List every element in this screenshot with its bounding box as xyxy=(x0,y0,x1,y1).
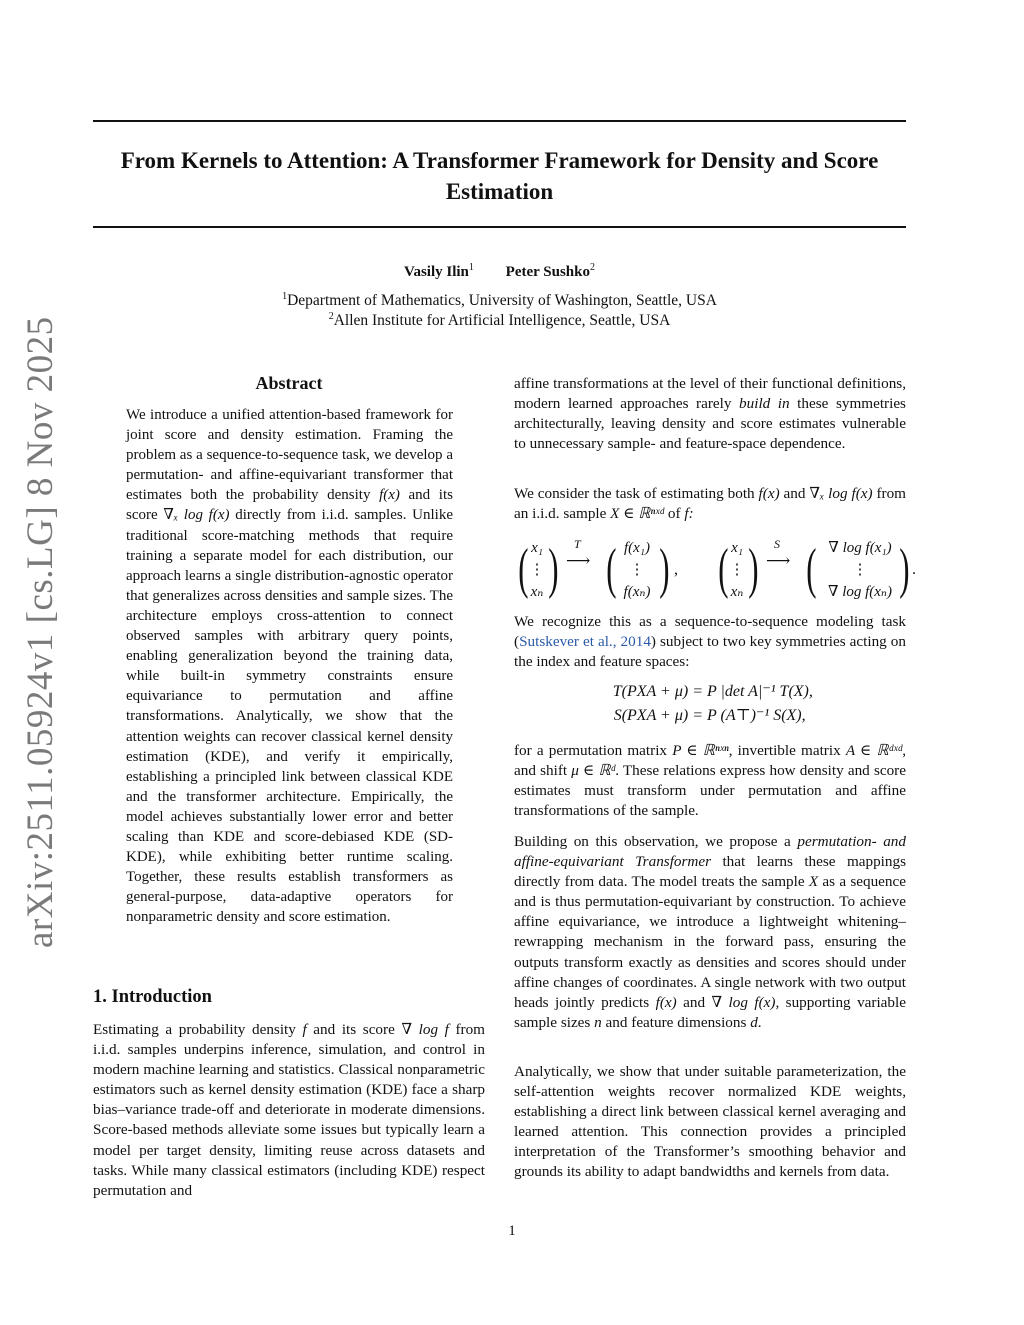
left-paren: ( xyxy=(606,538,617,600)
section-heading-introduction: 1. Introduction xyxy=(93,987,212,1007)
paragraph-text: . xyxy=(757,1013,762,1031)
equation-row-S xyxy=(514,704,906,728)
math-score: ∇ₓ log f(x) xyxy=(809,485,873,502)
math-xn: xₙ xyxy=(530,584,544,600)
math-f-x1: f(x₁) xyxy=(623,540,651,556)
author-list xyxy=(93,262,906,281)
author-name: Vasily Ilin xyxy=(404,264,469,280)
paragraph-text: . These relations express how density and score estimates must transform under permutation and affine transformations of the sample. xyxy=(514,762,906,820)
right-paragraph-1 xyxy=(514,374,906,454)
affil-number: 1 xyxy=(282,291,288,302)
paragraph-text: , invertible matrix xyxy=(728,742,846,759)
input-vector-2 xyxy=(726,539,748,601)
equation-rhs: P |det A|⁻¹ T(X), xyxy=(707,683,813,700)
author-1 xyxy=(404,264,474,280)
citation-link[interactable]: Sutskever et al., 2014 xyxy=(519,633,651,651)
math-f-xn: f(xₙ) xyxy=(623,584,651,600)
paragraph-text: that learns these mappings directly from data. The model treats the sample xyxy=(514,853,906,891)
emphasis-text: permutation- and affine-equivariant Transformer xyxy=(514,833,906,871)
mapping-equation xyxy=(514,535,916,605)
math-xn: xₙ xyxy=(730,584,744,600)
page-number: 1 xyxy=(508,1223,516,1239)
title-top-rule xyxy=(93,120,906,122)
right-paragraph-5 xyxy=(514,832,906,1033)
right-paren: ) xyxy=(659,538,670,600)
author-affil-mark: 1 xyxy=(468,262,474,273)
abstract-body xyxy=(126,405,453,927)
equation-lhs: T(PXA + μ) = xyxy=(612,683,703,700)
math-grad-log-f: ∇ log f xyxy=(401,1021,449,1038)
introduction-body xyxy=(93,1020,485,1201)
math-vdots: ⋮ xyxy=(729,562,745,578)
paragraph-text: and feature dimensions xyxy=(601,1013,751,1031)
paper-title: From Kernels to Attention: A Transformer Framework for Density and Score Estimation xyxy=(120,148,879,204)
equation-row-T xyxy=(514,680,906,704)
affiliation-2 xyxy=(93,311,906,330)
map-arrow-T xyxy=(566,537,591,571)
right-paragraph-6: Analytically, we show that under suitable parameterization, the self-attention weights recover normalized KDE weights, establishing a direct link between classical kernel averaging and learned attention. This connection provides a principled interpretation of the Transformer’s smoothing behavior and grounds its ability to adapt bandwidths and kernels from data. xyxy=(514,1063,906,1181)
paragraph-text: and xyxy=(676,993,712,1011)
score-vector xyxy=(812,539,908,601)
left-paren: ( xyxy=(806,538,817,600)
right-paragraph-4 xyxy=(514,741,906,821)
equation-lhs: S(PXA + μ) = xyxy=(613,707,703,724)
paragraph-text: of xyxy=(664,505,685,523)
arrow-glyph: ⟶ xyxy=(766,551,791,570)
left-paren: ( xyxy=(718,538,729,600)
paragraph-text: , supporting variable sample sizes xyxy=(514,993,906,1031)
math-grad-xn: ∇ log f(xₙ) xyxy=(827,584,893,600)
intro-text: and its score xyxy=(306,1021,402,1038)
paragraph-text: these symmetries architecturally, leaving density and score estimates vulnerable to unnecessary sample- and feature-space dependence. xyxy=(514,395,906,453)
intro-text: Estimating a probability density xyxy=(93,1021,303,1038)
math-d: d xyxy=(750,1013,758,1031)
paragraph-text: from an i.i.d. sample xyxy=(514,485,906,523)
math-mu: μ ∈ ℝᵈ xyxy=(571,762,616,780)
map-arrow-S xyxy=(766,537,791,571)
affil-text: Department of Mathematics, University of Washington, Seattle, USA xyxy=(287,292,717,310)
equation-rhs: P (A⊤)⁻¹ S(X), xyxy=(707,707,806,724)
math-grad-x1: ∇ log f(x₁) xyxy=(828,540,892,556)
math-X: X xyxy=(808,873,819,891)
math-grad-log-f-x: ∇ log f(x) xyxy=(711,993,776,1011)
math-period: . xyxy=(912,561,916,578)
math-n: n xyxy=(594,1013,602,1031)
math-score: ∇ₓ log f(x) xyxy=(163,507,230,524)
math-vdots: ⋮ xyxy=(629,562,645,578)
math-A: A ∈ ℝᵈˣᵈ xyxy=(845,742,903,759)
author-name: Peter Sushko xyxy=(505,264,590,280)
emphasis-text: build in xyxy=(739,395,790,413)
abstract-heading: Abstract xyxy=(255,373,323,393)
abstract-text: directly from i.i.d. samples. Unlike traditional score-matching methods that require training a separate model for each distribution, our approach learns a single distribution-agnostic operator that generalizes across densities and sample sizes. The architecture employs cross-attention to connect observed samples with arbitrary query points, enabling generalization beyond the training data, while built-in symmetry constraints ensure equivariance to permutation and affine transformations. Analytically, we show that the attention weights can recover classical kernel density estimation (KDE), and verify it empirically, establishing a principled link between classical KDE and the transformer architecture. Empirically, the model achieves substantially lower error and better scaling than KDE and score-debiased KDE (SD-KDE), while exhibiting better runtime scaling. Together, these results establish transformers as general-purpose, data-adaptive operators for nonparametric density and score estimation. xyxy=(126,507,453,926)
paragraph-text: We recognize this as a sequence-to-sequence modeling task ( xyxy=(514,613,906,651)
paragraph-text: Building on this observation, we propose a xyxy=(514,833,798,850)
math-f-x: f(x) xyxy=(655,993,677,1011)
math-x1: x₁ xyxy=(731,540,743,556)
paragraph-text: as a sequence and is thus permutation-equivariant by construction. To achieve affine equivariance, we introduce a lightweight whitening–rewrapping mechanism in the forward pass, ensuring the outputs transform exactly as densities and scores should under affine changes of coordinates. A single network with two output heads jointly predicts xyxy=(514,873,906,1011)
author-affil-mark: 2 xyxy=(589,262,595,273)
paragraph-text: We consider the task of estimating both xyxy=(514,485,759,502)
math-f: f: xyxy=(684,505,694,523)
math-x1: x₁ xyxy=(531,540,543,556)
math-f-x: f(x) xyxy=(758,485,780,502)
title-bottom-rule xyxy=(93,226,906,228)
math-sample: X ∈ ℝⁿˣᵈ xyxy=(610,505,665,523)
paragraph-text: and xyxy=(779,485,810,502)
affil-number: 2 xyxy=(328,311,334,322)
math-comma: , xyxy=(674,561,678,578)
right-paren: ) xyxy=(748,538,759,600)
author-2 xyxy=(506,264,595,280)
math-S: S xyxy=(774,537,780,551)
paragraph-text: affine transformations at the level of their functional definitions, modern learned approaches rarely xyxy=(514,375,906,413)
abstract-text: We introduce a unified attention-based framework for joint score and density estimation. Framing the problem as a sequence-to-sequence task, we develop a permutation- and affine-equivariant transformer that estimates both the probability density xyxy=(126,407,453,504)
right-paragraph-2 xyxy=(514,484,906,524)
math-f: f xyxy=(302,1021,307,1038)
math-T: T xyxy=(574,537,581,551)
paragraph-text: for a permutation matrix xyxy=(514,742,673,759)
affiliation-1 xyxy=(93,291,906,310)
right-paragraph-3 xyxy=(514,612,906,672)
math-vdots: ⋮ xyxy=(529,562,545,578)
math-vdots: ⋮ xyxy=(852,562,868,578)
arxiv-side-stamp: arXiv:2511.05924v1 [cs.LG] 8 Nov 2025 xyxy=(20,316,61,948)
abstract-text: and its score xyxy=(126,487,453,524)
math-f-x: f(x) xyxy=(379,487,400,504)
arrow-glyph: ⟶ xyxy=(566,551,591,570)
right-paren: ) xyxy=(548,538,559,600)
density-vector xyxy=(614,539,660,601)
left-paren: ( xyxy=(518,538,529,600)
right-paren: ) xyxy=(899,538,910,600)
symmetry-equations xyxy=(514,680,906,728)
math-P: P ∈ ℝⁿˣⁿ xyxy=(672,742,729,759)
paragraph-text: ) subject to two key symmetries acting on the index and feature spaces: xyxy=(514,633,906,671)
paragraph-text: , and shift xyxy=(514,742,907,780)
affil-text: Allen Institute for Artificial Intelligence, Seattle, USA xyxy=(333,312,671,330)
input-vector xyxy=(526,539,548,601)
intro-text: from i.i.d. samples underpins inference, simulation, and control in modern machine learning and statistics. Classical nonparametric estimators such as kernel density estimation (KDE) face a sharp bias–variance trade-off and deteriorate in moderate dimensions. Score-based methods alleviate some issues but typically learn a model per target density, limiting reuse across datasets and tasks. While many classical estimators (including KDE) respect permutation and xyxy=(93,1021,485,1199)
